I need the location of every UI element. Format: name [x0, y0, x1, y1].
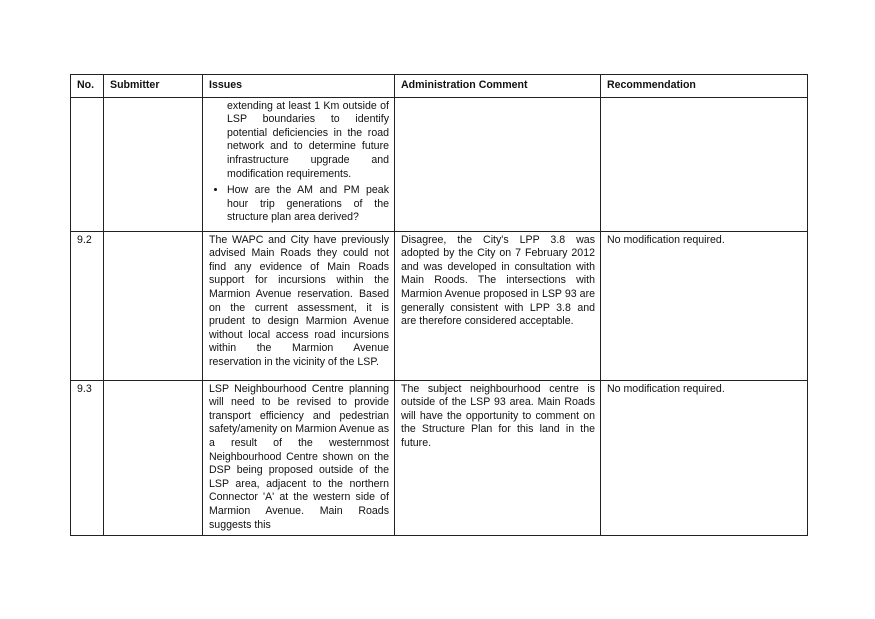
cell-issues — [203, 97, 395, 231]
issues-bullet-list — [209, 184, 389, 225]
cell-submitter — [104, 97, 203, 231]
cell-issues: The WAPC and City have previously advised Main Roads they could not find any evidence of Main Roads support for incursions within the Marmion Avenue reservation. Based on the current assessment, it is prudent to design Marmion Avenue without local access road incursions within the Marmion Avenue reservation in the vicinity of the LSP. — [203, 231, 395, 380]
issues-continued-text: extending at least 1 Km outside of LSP boundaries to identify potential deficiencies in the road network and to determine future infrastructure upgrade and modification requirements. — [227, 99, 389, 180]
header-issues: Issues — [203, 75, 395, 98]
issues-bullet-item: • How are the AM and PM peak hour trip generations of the structure plan area derived? — [227, 184, 389, 225]
cell-submitter — [104, 231, 203, 380]
submissions-table — [70, 74, 808, 536]
header-recommendation: Recommendation — [601, 75, 808, 98]
cell-administration-comment: The subject neighbourhood centre is outside of the LSP 93 area. Main Roads will have the opportunity to comment on the Structure Plan for this land in the future. — [395, 380, 601, 536]
cell-no — [71, 97, 104, 231]
table-row — [71, 231, 808, 380]
table-row — [71, 380, 808, 536]
cell-administration-comment — [395, 97, 601, 231]
header-administration-comment: Administration Comment — [395, 75, 601, 98]
cell-no: 9.3 — [71, 380, 104, 536]
cell-administration-comment: Disagree, the City's LPP 3.8 was adopted by the City on 7 February 2012 and was developed in consultation with Main Roods. The intersections with Marmion Avenue proposed in LSP 93 are generally consistent with LPP 3.8 and are therefore considered acceptable. — [395, 231, 601, 380]
header-no: No. — [71, 75, 104, 98]
table-header-row — [71, 75, 808, 98]
cell-issues: LSP Neighbourhood Centre planning will need to be revised to provide transport efficiency and pedestrian safety/amenity on Marmion Avenue as a result of the westernmost Neighbourhood Centre shown on the DSP being proposed outside of the LSP area, adjacent to the northern Connector 'A' at the western side of Marmion Avenue. Main Roads suggests this — [203, 380, 395, 536]
cell-no: 9.2 — [71, 231, 104, 380]
cell-recommendation: No modification required. — [601, 380, 808, 536]
cell-recommendation — [601, 97, 808, 231]
cell-recommendation: No modification required. — [601, 231, 808, 380]
table-row — [71, 97, 808, 231]
header-submitter: Submitter — [104, 75, 203, 98]
cell-submitter — [104, 380, 203, 536]
